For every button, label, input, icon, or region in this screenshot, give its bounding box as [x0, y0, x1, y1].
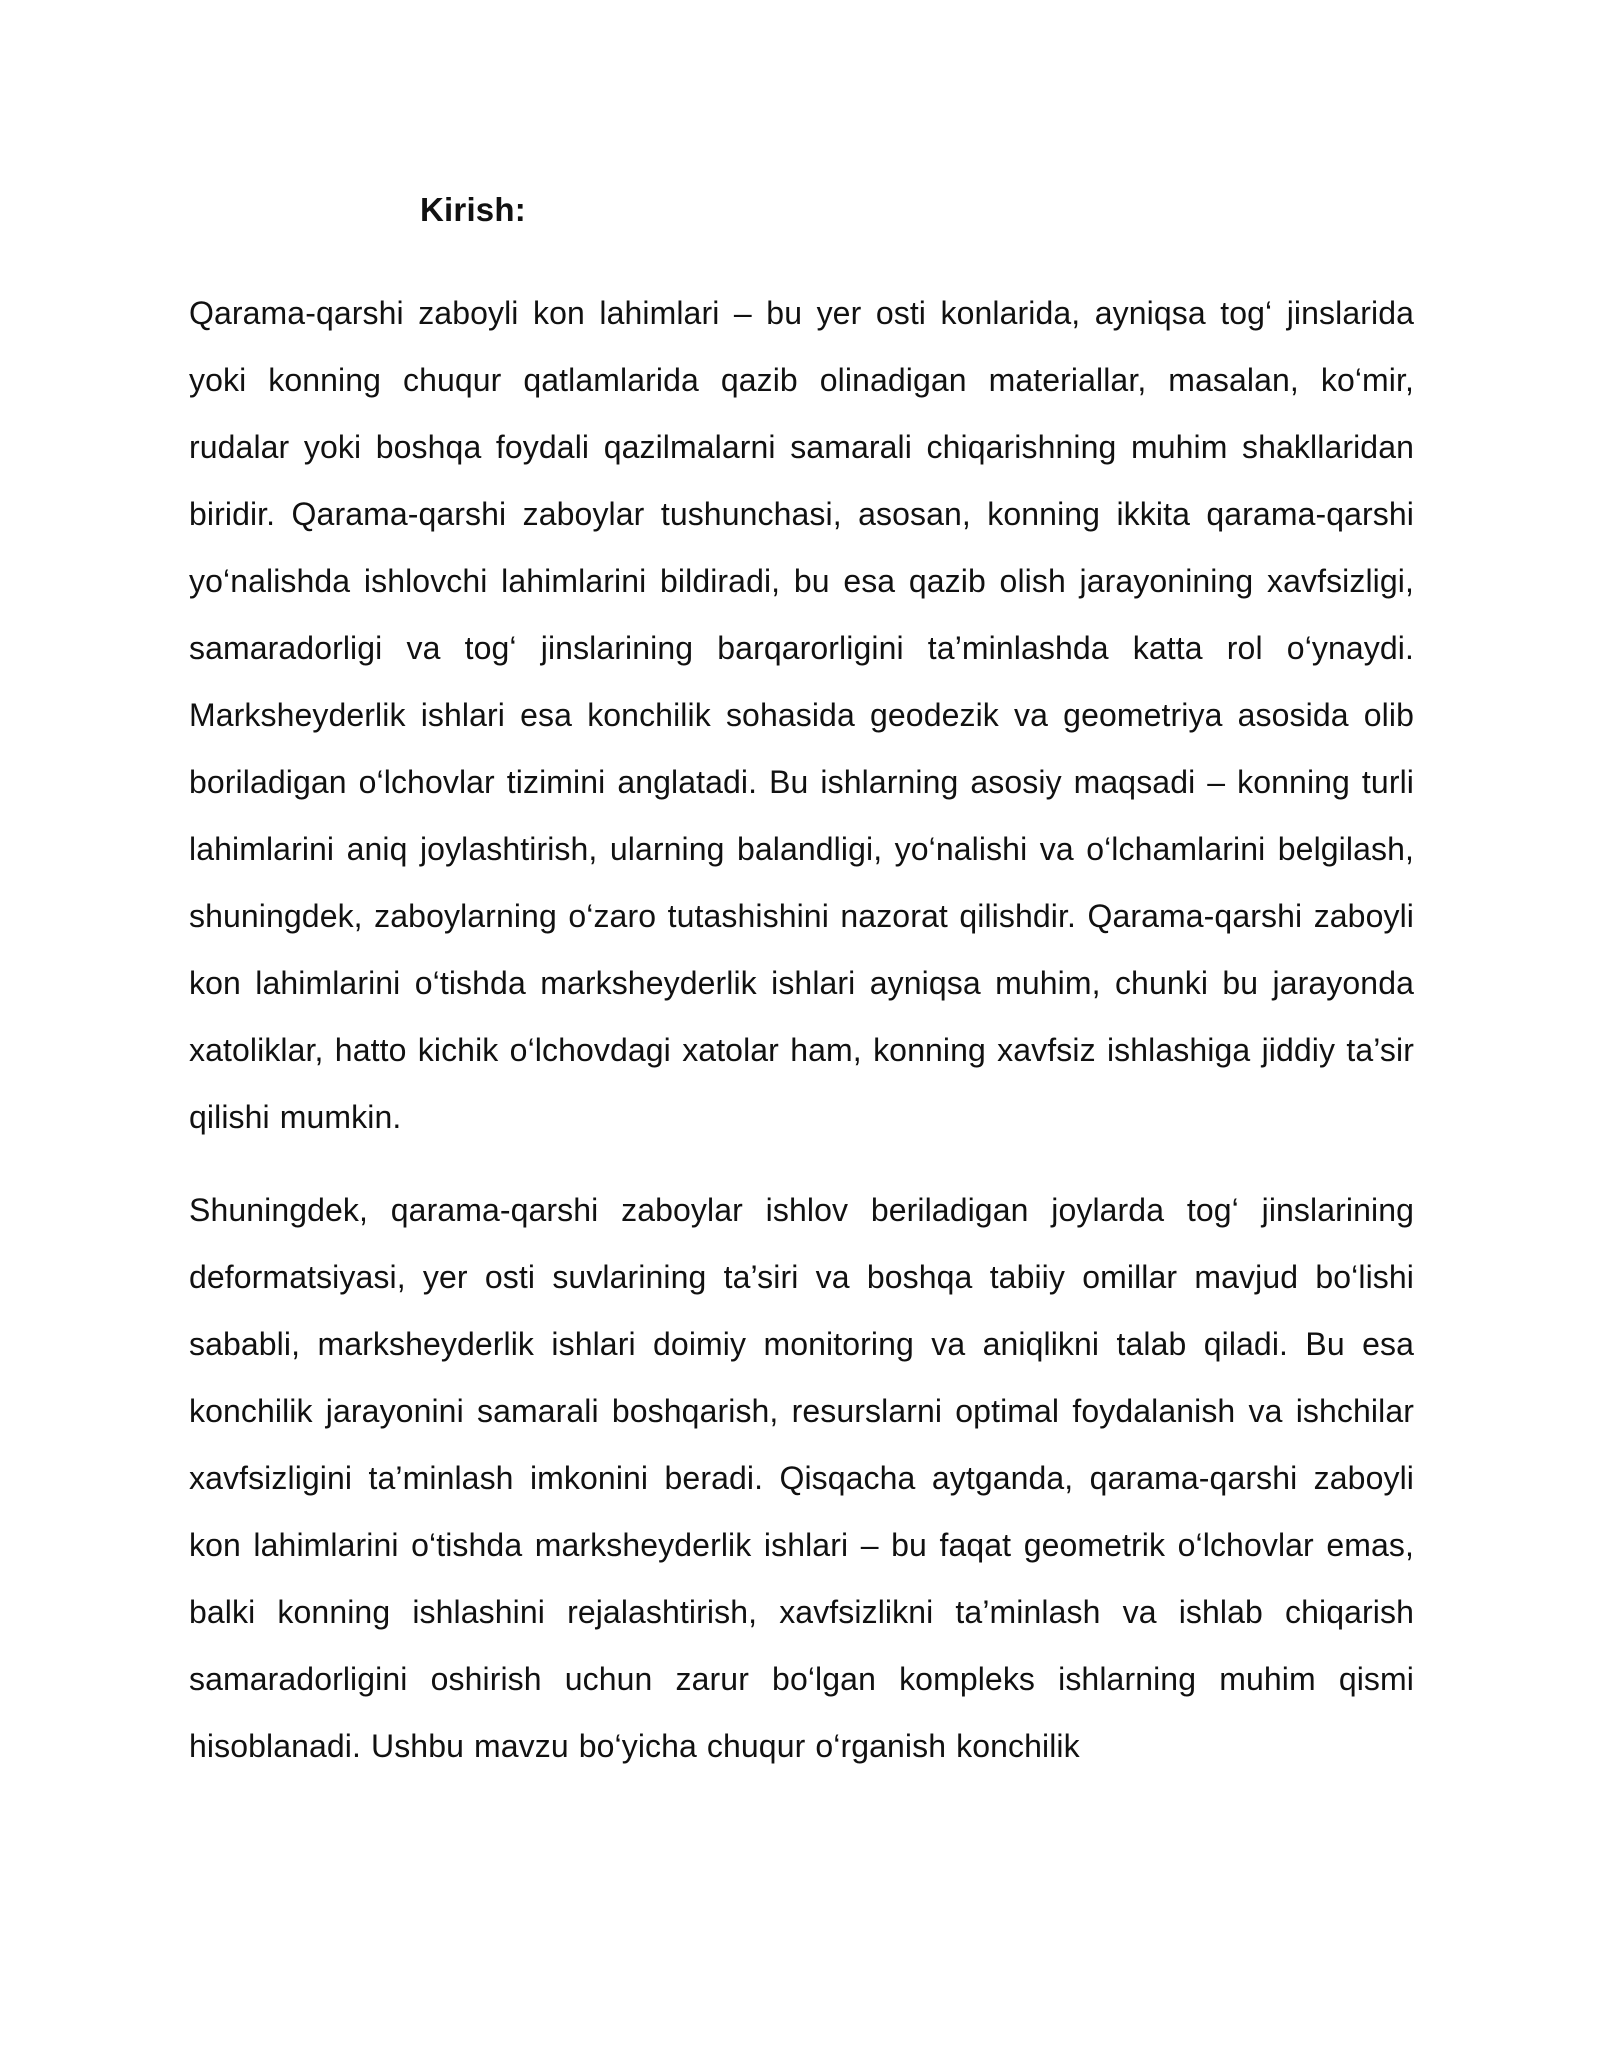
- paragraph-2: Shuningdek, qarama-qarshi zaboylar ishlov beriladigan joylarda tog‘ jinslarining deformatsiyasi, yer osti suvlarining ta’siri va boshqa tabiiy omillar mavjud bo‘lishi sababli, marksheyderlik ishlari doimiy monitoring va aniqlikni talab qiladi. Bu esa konchilik jarayonini samarali boshqarish, resurslarni optimal foydalanish va ishchilar xavfsizligini ta’minlash imkonini beradi. Qisqacha aytganda, qarama-qarshi zaboyli kon lahimlarini o‘tishda marksheyderlik ishlari – bu faqat geometrik o‘lchovlar emas, balki konning ishlashini rejalashtirish, xavfsizlikni ta’minlash va ishlab chiqarish samaradorligini oshirish uchun zarur bo‘lgan kompleks ishlarning muhim qismi hisoblanadi. Ushbu mavzu bo‘yicha chuqur o‘rganish konchilik: [189, 1192, 1414, 1764]
- paragraph-1: Qarama-qarshi zaboyli kon lahimlari – bu yer osti konlarida, ayniqsa tog‘ jinslarida yoki konning chuqur qatlamlarida qazib olinadigan materiallar, masalan, ko‘mir, rudalar yoki boshqa foydali qazilmalarni samarali chiqarishning muhim shakllaridan biridir. Qarama-qarshi zaboylar tushunchasi, asosan, konning ikkita qarama-qarshi yo‘nalishda ishlovchi lahimlarini bildiradi, bu esa qazib olish jarayonining xavfsizligi, samaradorligi va tog‘ jinslarining barqarorligini ta’minlashda katta rol o‘ynaydi. Marksheyderlik ishlari esa konchilik sohasida geodezik va geometriya asosida olib boriladigan o‘lchovlar tizimini anglatadi. Bu ishlarning asosiy maqsadi – konning turli lahimlarini aniq joylashtirish, ularning balandligi, yo‘nalishi va o‘lchamlarini belgilash, shuningdek, zaboylarning o‘zaro tutashishini nazorat qilishdir. Qarama-qarshi zaboyli kon lahimlarini o‘tishda marksheyderlik ishlari ayniqsa muhim, chunki bu jarayonda xatoliklar, hatto kichik o‘lchovdagi xatolar ham, konning xavfsiz ishlashiga jiddiy ta’sir qilishi mumkin.: [189, 295, 1414, 1135]
- document-body: [189, 280, 1414, 1780]
- section-heading: Kirish:: [420, 191, 526, 228]
